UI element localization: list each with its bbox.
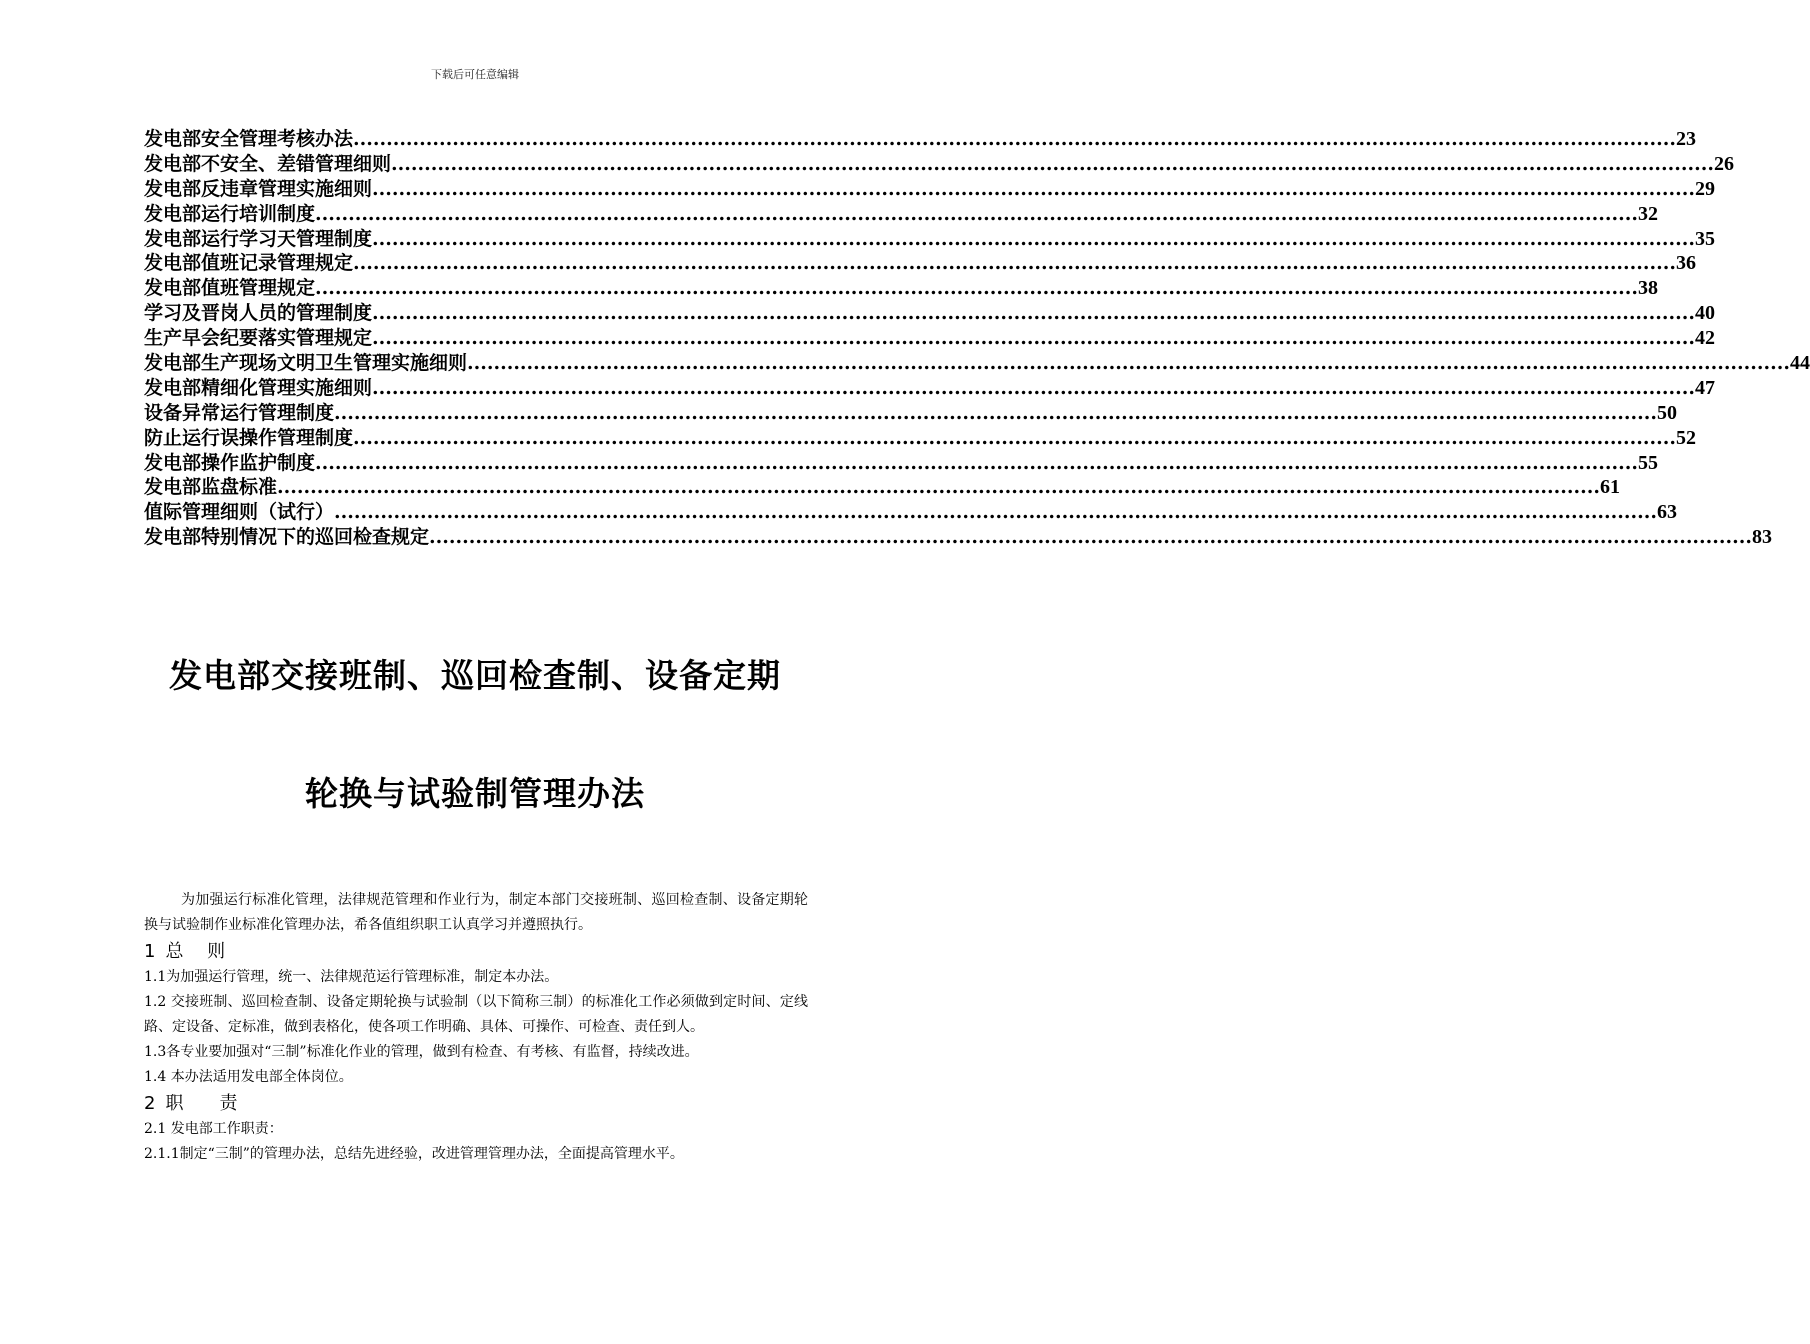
toc-entry-page: 35 bbox=[1694, 227, 1715, 250]
toc-leader-dots: ........................................................................................................................................................................................................ bbox=[372, 327, 1695, 350]
toc-entry[interactable] bbox=[144, 323, 1715, 350]
toc-entry-title: 发电部值班记录管理规定 bbox=[144, 252, 354, 275]
paragraph: 2.1.1制定“三制”的管理办法，总结先进经验，改进管理管理办法，全面提高管理水平。 bbox=[144, 1146, 684, 1162]
section-heading-1 bbox=[144, 939, 808, 965]
toc-leader-dots: ........................................................................................................................................................................................................ bbox=[372, 177, 1695, 200]
toc-leader-dots: ........................................................................................................................................................................................................ bbox=[353, 128, 1676, 150]
toc-entry-title: 值际管理细则（试行） bbox=[144, 501, 335, 524]
toc-leader-dots: ........................................................................................................................................................................................................ bbox=[372, 227, 1695, 250]
toc-entry-page: 63 bbox=[1656, 501, 1677, 524]
toc-entry-title: 发电部精细化管理实施细则 bbox=[144, 376, 373, 399]
page-header: 下载后可任意编辑 bbox=[431, 68, 519, 81]
intro-paragraph: 为加强运行标准化管理，法律规范管理和作业行为，制定本部门交接班制、巡回检查制、设备定期轮换与试验制作业标准化管理办法，希各值组织职工认真学习并遵照执行。 bbox=[144, 892, 808, 933]
table-of-contents bbox=[144, 124, 1810, 549]
document-body bbox=[144, 888, 808, 1167]
toc-entry-title: 学习及晋岗人员的管理制度 bbox=[144, 302, 373, 325]
toc-leader-dots: ........................................................................................................................................................................................................ bbox=[315, 202, 1638, 225]
toc-entry-title: 发电部安全管理考核办法 bbox=[144, 128, 354, 150]
toc-entry-title: 发电部运行学习天管理制度 bbox=[144, 227, 373, 250]
toc-entry[interactable] bbox=[144, 273, 1658, 300]
toc-entry-page: 38 bbox=[1637, 277, 1658, 300]
toc-leader-dots: ........................................................................................................................................................................................................ bbox=[315, 277, 1638, 300]
section-number: 1 bbox=[144, 941, 156, 962]
toc-entry[interactable] bbox=[144, 448, 1658, 474]
toc-entry-title: 设备异常运行管理制度 bbox=[144, 401, 335, 424]
section-title: 总 则 bbox=[165, 941, 226, 962]
toc-entry[interactable] bbox=[144, 373, 1715, 399]
toc-entry-page: 44 bbox=[1789, 352, 1810, 375]
toc-entry[interactable] bbox=[144, 224, 1715, 250]
paragraph: 2.1 发电部工作职责： bbox=[144, 1121, 283, 1137]
section-number: 2 bbox=[144, 1093, 156, 1114]
toc-entry-page: 61 bbox=[1599, 476, 1620, 499]
toc-entry-title: 发电部监盘标准 bbox=[144, 476, 278, 499]
toc-entry[interactable] bbox=[144, 149, 1734, 175]
toc-leader-dots: ........................................................................................................................................................................................................ bbox=[353, 252, 1676, 275]
toc-leader-dots: ........................................................................................................................................................................................................ bbox=[467, 352, 1790, 375]
toc-entry-page: 47 bbox=[1694, 376, 1715, 399]
toc-leader-dots: ........................................................................................................................................................................................................ bbox=[372, 302, 1695, 325]
toc-entry[interactable] bbox=[144, 348, 1810, 375]
paragraph: 1.1为加强运行管理，统一、法律规范运行管理标准，制定本办法。 bbox=[144, 969, 559, 985]
toc-entry-title: 发电部操作监护制度 bbox=[144, 451, 316, 474]
toc-entry-title: 防止运行误操作管理制度 bbox=[144, 426, 354, 449]
toc-entry-title: 发电部不安全、差错管理细则 bbox=[144, 152, 392, 175]
paragraph: 1.3各专业要加强对“三制”标准化作业的管理，做到有检查、有考核、有监督，持续改进。 bbox=[144, 1044, 699, 1060]
toc-entry-page: 83 bbox=[1751, 526, 1772, 549]
toc-entry-page: 40 bbox=[1694, 302, 1715, 325]
toc-entry-title: 发电部反违章管理实施细则 bbox=[144, 177, 373, 200]
toc-entry[interactable] bbox=[144, 248, 1696, 275]
section-heading-2 bbox=[144, 1091, 808, 1117]
paragraph: 1.4 本办法适用发电部全体岗位。 bbox=[144, 1069, 353, 1085]
toc-entry[interactable] bbox=[144, 174, 1715, 200]
toc-entry[interactable] bbox=[144, 522, 1772, 549]
toc-leader-dots: ........................................................................................................................................................................................................ bbox=[277, 476, 1600, 499]
toc-entry-page: 29 bbox=[1694, 177, 1715, 200]
toc-entry-page: 36 bbox=[1675, 252, 1696, 275]
toc-entry[interactable] bbox=[144, 472, 1620, 499]
toc-entry-title: 发电部值班管理规定 bbox=[144, 277, 316, 300]
toc-entry-page: 55 bbox=[1637, 451, 1658, 474]
section-title: 职 责 bbox=[165, 1093, 238, 1114]
toc-entry[interactable] bbox=[144, 497, 1677, 524]
toc-entry-title: 发电部特别情况下的巡回检查规定 bbox=[144, 526, 430, 549]
toc-entry-page: 23 bbox=[1675, 128, 1696, 150]
toc-entry-page: 42 bbox=[1694, 327, 1715, 350]
toc-entry[interactable] bbox=[144, 423, 1696, 449]
toc-entry[interactable] bbox=[144, 398, 1677, 424]
toc-entry-page: 50 bbox=[1656, 401, 1677, 424]
toc-leader-dots: ........................................................................................................................................................................................................ bbox=[429, 526, 1752, 549]
toc-entry[interactable] bbox=[144, 124, 1696, 150]
toc-leader-dots: ........................................................................................................................................................................................................ bbox=[315, 451, 1638, 474]
toc-leader-dots: ........................................................................................................................................................................................................ bbox=[391, 152, 1714, 175]
toc-leader-dots: ........................................................................................................................................................................................................ bbox=[334, 401, 1657, 424]
toc-entry[interactable] bbox=[144, 199, 1658, 225]
document-title-line-1: 发电部交接班制、巡回检查制、设备定期 bbox=[169, 656, 781, 695]
toc-leader-dots: ........................................................................................................................................................................................................ bbox=[372, 376, 1695, 399]
toc-entry-title: 生产早会纪要落实管理规定 bbox=[144, 327, 373, 350]
toc-entry-title: 发电部运行培训制度 bbox=[144, 202, 316, 225]
toc-entry-page: 52 bbox=[1675, 426, 1696, 449]
toc-entry[interactable] bbox=[144, 298, 1715, 325]
toc-leader-dots: ........................................................................................................................................................................................................ bbox=[334, 501, 1657, 524]
toc-entry-title: 发电部生产现场文明卫生管理实施细则 bbox=[144, 352, 468, 375]
document-title-line-2: 轮换与试验制管理办法 bbox=[305, 774, 645, 813]
paragraph: 1.2 交接班制、巡回检查制、设备定期轮换与试验制（以下简称三制）的标准化工作必须做到定时间、定线路、定设备、定标准，做到表格化，使各项工作明确、具体、可操作、可检查、责任到人。 bbox=[144, 994, 808, 1035]
toc-entry-page: 32 bbox=[1637, 202, 1658, 225]
toc-leader-dots: ........................................................................................................................................................................................................ bbox=[353, 426, 1676, 449]
toc-entry-page: 26 bbox=[1713, 152, 1734, 175]
